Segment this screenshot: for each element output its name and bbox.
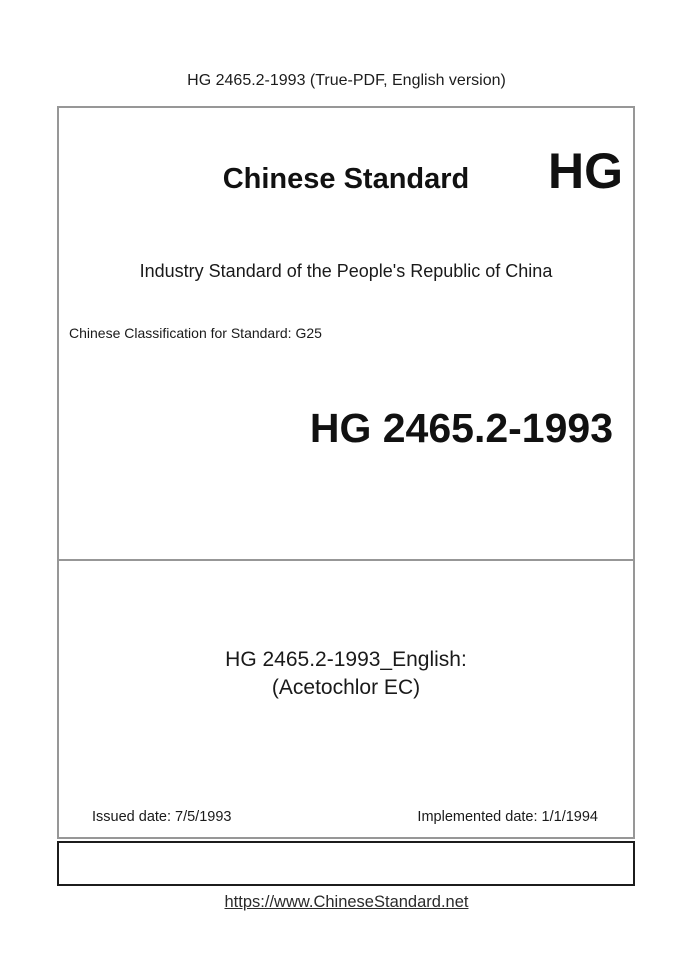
- english-title-block: [59, 646, 633, 702]
- footer-website-link[interactable]: https://www.ChineseStandard.net: [224, 893, 469, 911]
- section-divider: [59, 559, 633, 561]
- hg-logo: HG: [548, 143, 623, 199]
- empty-footer-box: [57, 841, 635, 886]
- english-title-line1: HG 2465.2-1993_English:: [225, 648, 467, 671]
- classification-label: Chinese Classification for Standard: G25: [69, 325, 322, 341]
- english-title-line2: (Acetochlor EC): [271, 676, 421, 699]
- standard-number: HG 2465.2-1993: [309, 405, 613, 451]
- dates-row: [92, 808, 598, 827]
- implemented-date-label: Implemented date: 1/1/1994: [417, 809, 598, 825]
- document-header-title: HG 2465.2-1993 (True-PDF, English version): [187, 72, 506, 89]
- brand-title: Chinese Standard: [222, 163, 470, 195]
- industry-standard-subtitle: Industry Standard of the People's Republic of China: [139, 261, 553, 281]
- document-footer: [0, 891, 693, 913]
- issued-date-label: Issued date: 7/5/1993: [92, 809, 232, 825]
- cover-box: [57, 106, 635, 839]
